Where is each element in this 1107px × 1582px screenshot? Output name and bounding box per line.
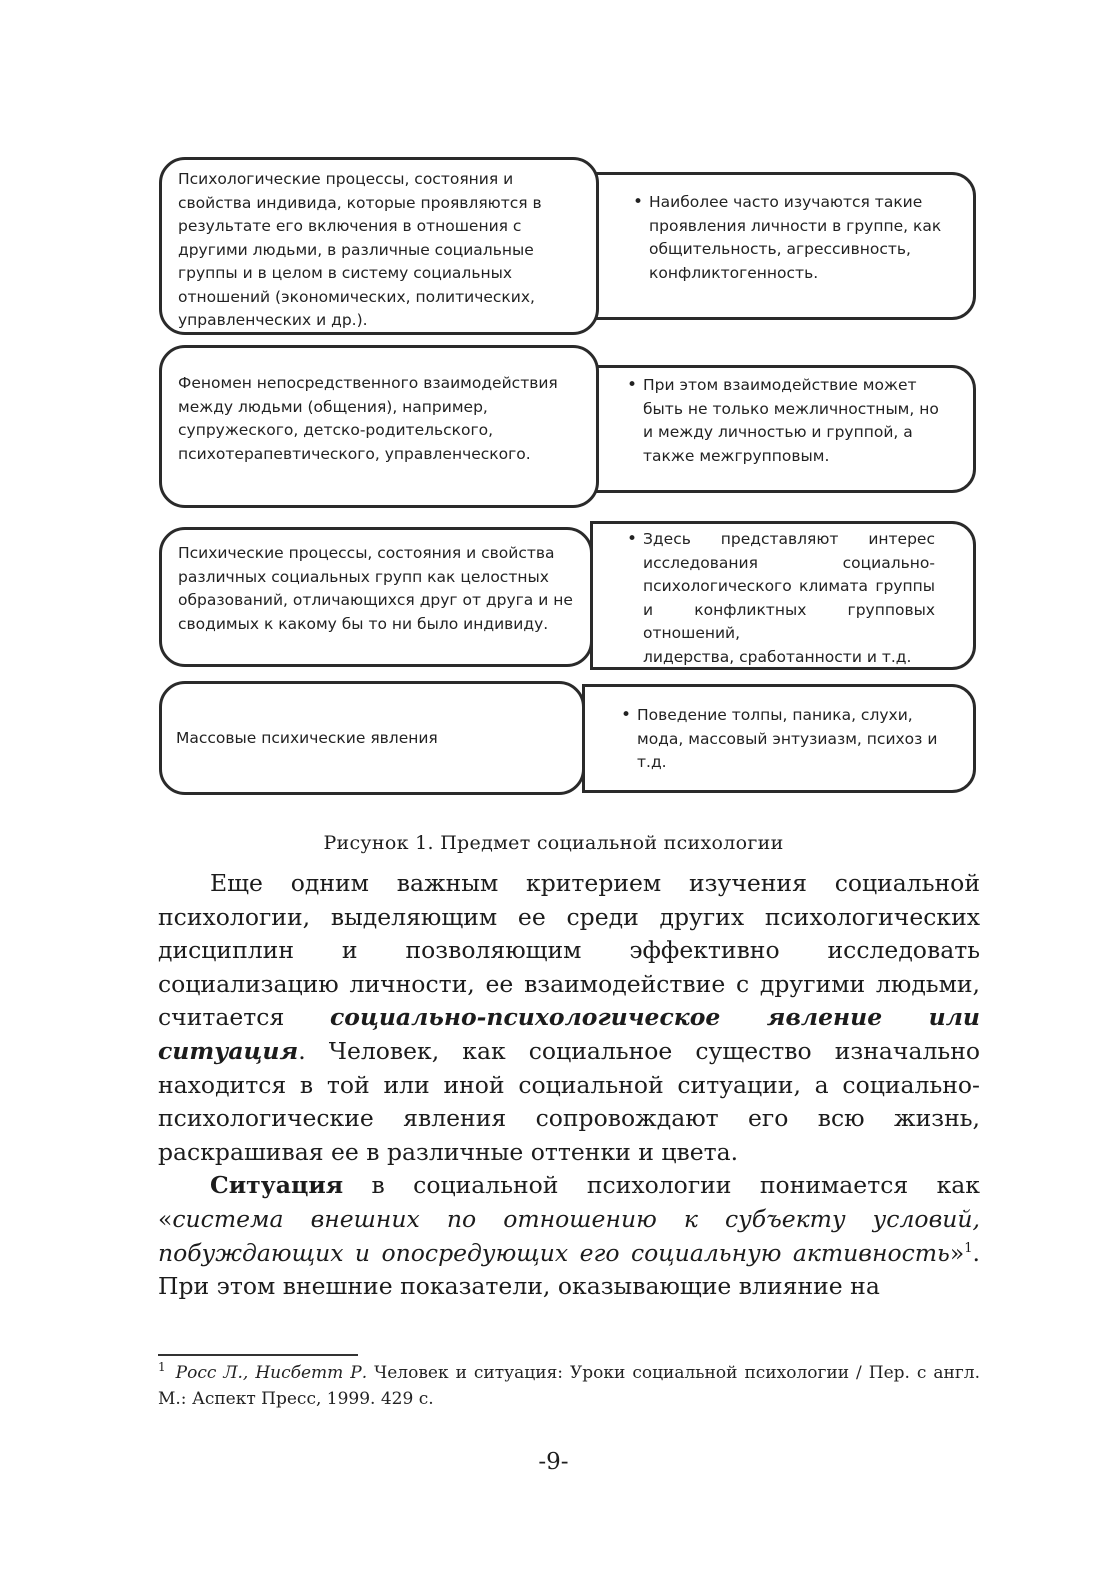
paragraph-1-text-a: Еще одним важным критерием изучения социальной психологии, выделяющим ее среди других психологических дисциплин и позволяющим эффективно исследовать социализацию личности, ее взаимодействие с другими людьми, считается bbox=[158, 869, 980, 1032]
paragraph-2-term: Ситуация bbox=[210, 1171, 344, 1200]
diagram-left-text-3: Психические процессы, состояния и свойства различных социальных групп как целостных образований, отличающихся друг от друга и не сводимых к какому бы то ни было индивиду. bbox=[178, 544, 573, 633]
diagram-right-text-3-last: лидерства, сработанности и т.д. bbox=[643, 647, 912, 666]
diagram-right-text-3-main: Здесь представляют интерес исследования социально-психологического климата группы и конфликтных групповых отношений, bbox=[643, 530, 935, 642]
page-number: -9- bbox=[538, 1449, 569, 1475]
paragraph-2-quote-close: » bbox=[949, 1238, 965, 1267]
paragraph-1-emphasis: социально-психологическое явление или ситуация bbox=[158, 1003, 980, 1065]
footnote-text: Человек и ситуация: Уроки социальной психологии / Пер. с англ. М.: Аспект Пресс, 1999. 429 с. bbox=[158, 1363, 980, 1409]
diagram-right-box-2 bbox=[594, 365, 976, 493]
paragraph-2-quote: система внешних по отношению к субъекту условий, побуждающих и опосредующих его социальную активность bbox=[158, 1204, 980, 1267]
diagram-left-text-4: Массовые психические явления bbox=[176, 729, 438, 747]
diagram-left-box-4 bbox=[159, 681, 585, 795]
paragraph-2-text-c: . При этом внешние показатели, оказывающие влияние на bbox=[158, 1238, 980, 1301]
diagram-right-box-4 bbox=[582, 684, 976, 793]
diagram-right-box-1 bbox=[594, 172, 976, 320]
footnote-ref[interactable]: 1 bbox=[964, 1240, 973, 1256]
diagram-right-text-1: • Наиболее часто изучаются такие проявления личности в группе, как общительность, агрессивность, конфликтогенность. bbox=[633, 191, 953, 285]
diagram-right-text-4: • Поведение толпы, паника, слухи, мода, массовый энтузиазм, психоз и т.д. bbox=[621, 704, 949, 775]
footnote-authors: Росс Л., Нисбетт Р. bbox=[175, 1363, 368, 1383]
figure-caption: Рисунок 1. Предмет социальной психологии bbox=[323, 832, 784, 854]
footnote-divider bbox=[158, 1354, 358, 1356]
diagram-left-text-2: Феномен непосредственного взаимодействия между людьми (общения), например, супружеского, детско-родительского, психотерапевтического, управленческого. bbox=[178, 374, 558, 463]
diagram-right-text-3 bbox=[627, 528, 935, 669]
diagram-right-box-3 bbox=[590, 521, 976, 670]
body-text bbox=[158, 867, 980, 1304]
paragraph-2 bbox=[158, 1169, 980, 1303]
diagram-left-box-3 bbox=[159, 527, 593, 667]
paragraph-2-text-a: в социальной психологии понимается как « bbox=[158, 1171, 980, 1233]
footnote bbox=[158, 1360, 980, 1412]
diagram-left-box-2 bbox=[159, 345, 599, 508]
diagram-right-text-2: • При этом взаимодействие может быть не только межличностным, но и между личностью и группой, а также межгрупповым. bbox=[627, 374, 953, 468]
paragraph-1 bbox=[158, 867, 980, 1169]
paragraph-1-text-b: . Человек, как социальное существо изначально находится в той или иной социальной ситуации, а социально-психологические явления сопровождают его всю жизнь, раскрашивая ее в различные оттенки и цвета. bbox=[158, 1036, 980, 1166]
diagram-left-text-1: Психологические процессы, состояния и свойства индивида, которые проявляются в результате его включения в отношения с другими людьми, в различные социальные группы и в целом в систему социальных отношений (экономических, политических, управленческих и др.). bbox=[178, 170, 542, 329]
diagram-left-box-1 bbox=[159, 157, 599, 335]
footnote-mark: 1 bbox=[158, 1360, 166, 1375]
